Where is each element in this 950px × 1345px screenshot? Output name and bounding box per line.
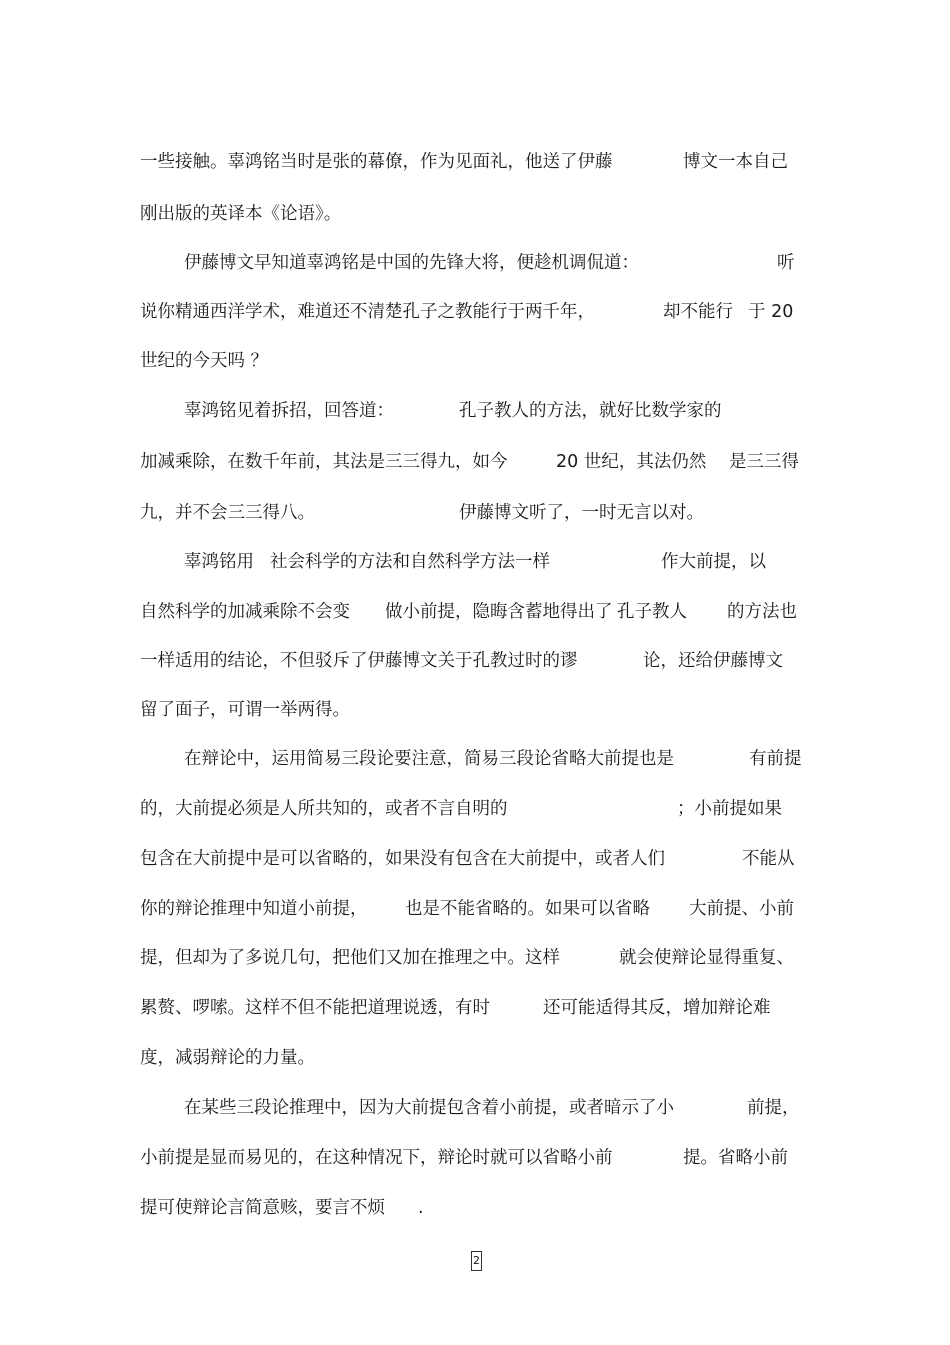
text-segment: 做小前提，隐晦含蓄地得出了: [385, 602, 613, 622]
text-line: [0, 298, 794, 326]
text-segment: 辜鸿铭见着拆招，回答道：: [184, 401, 394, 421]
text-line: [0, 795, 782, 823]
text-segment: 是三三得: [729, 452, 799, 472]
text-segment: 九，并不会三三得八。: [140, 503, 315, 523]
text-line: [0, 448, 799, 476]
text-segment: 刚出版的英译本《论语》。: [140, 204, 342, 224]
text-segment: 辜鸿铭用: [184, 552, 254, 572]
text-segment: 却不能行: [663, 302, 733, 322]
text-line: [0, 1194, 424, 1222]
text-segment: 于 20: [748, 302, 794, 322]
text-segment: 小前提是显而易见的，在这种情况下，辩论时就可以省略小前: [140, 1148, 613, 1168]
text-line: [0, 944, 794, 972]
text-segment: 你的辩论推理中知道小前提，: [140, 899, 368, 919]
text-segment: 作大前提，以: [661, 552, 766, 572]
text-segment: 提可使辩论言简意赅，要言不烦: [140, 1198, 385, 1218]
page-number: 2: [471, 1251, 482, 1271]
text-segment: 还可能适得其反，增加辩论难: [543, 998, 771, 1018]
text-segment: 世纪的今天吗 ？: [140, 351, 269, 371]
text-segment: 伊藤博文听了，一时无言以对。: [459, 503, 704, 523]
text-segment: ；小前提如果: [677, 799, 782, 819]
text-line: [0, 895, 794, 923]
text-line: [0, 745, 802, 773]
text-line: [0, 200, 342, 228]
text-segment: 一些接触。辜鸿铭当时是张的幕僚，作为见面礼，他送了伊藤: [140, 152, 613, 172]
text-segment: 前提，: [747, 1098, 800, 1118]
text-segment: 说你精通西洋学术，难道还不清楚孔子之教能行于两千年，: [140, 302, 595, 322]
text-line: [0, 499, 704, 527]
text-segment: 孔子教人: [617, 602, 687, 622]
text-segment: 度，减弱辩论的力量。: [140, 1048, 315, 1068]
text-line: [0, 1094, 800, 1122]
text-segment: 就会使辩论显得重复、: [619, 948, 794, 968]
text-line: [0, 397, 722, 425]
text-segment: 累赘、啰嗦。这样不但不能把道理说透，有时: [140, 998, 490, 1018]
text-segment: 也是不能省略的。如果可以省略: [405, 899, 650, 919]
text-segment: 的，大前提必须是人所共知的，或者不言自明的: [140, 799, 508, 819]
text-segment: .: [418, 1198, 424, 1218]
text-segment: 在某些三段论推理中，因为大前提包含着小前提，或者暗示了小: [184, 1098, 674, 1118]
text-segment: 伊藤博文早知道辜鸿铭是中国的先锋大将，便趁机调侃道：: [184, 253, 639, 273]
text-segment: 有前提: [749, 749, 802, 769]
text-segment: 留了面子，可谓一举两得。: [140, 700, 350, 720]
text-segment: 提。省略小前: [683, 1148, 788, 1168]
text-segment: 在辩论中，运用简易三段论要注意，简易三段论省略大前提也是: [184, 749, 674, 769]
text-segment: 的方法也: [727, 602, 797, 622]
text-line: [0, 1144, 788, 1172]
text-segment: 包含在大前提中是可以省略的，如果没有包含在大前提中，或者人们: [140, 849, 665, 869]
text-segment: 博文一本自己: [683, 152, 788, 172]
text-line: [0, 598, 797, 626]
text-segment: 大前提、小前: [689, 899, 794, 919]
text-line: [0, 1044, 315, 1072]
text-segment: 论，还给伊藤博文: [643, 651, 783, 671]
text-line: [0, 548, 766, 576]
text-line: [0, 249, 795, 277]
text-line: [0, 994, 771, 1022]
text-line: [0, 696, 350, 724]
text-segment: 听: [777, 253, 795, 273]
text-line: [0, 347, 269, 375]
text-segment: 不能从: [742, 849, 795, 869]
text-segment: 加减乘除，在数千年前，其法是三三得九，如今: [140, 452, 508, 472]
text-segment: 20 世纪，其法仍然: [556, 452, 707, 472]
text-segment: 一样适用的结论，不但驳斥了伊藤博文关于孔教过时的谬: [140, 651, 578, 671]
text-line: [0, 148, 788, 176]
text-line: [0, 845, 795, 873]
text-segment: 社会科学的方法和自然科学方法一样: [270, 552, 550, 572]
text-segment: 自然科学的加减乘除不会变: [140, 602, 350, 622]
text-segment: 孔子教人的方法，就好比数学家的: [459, 401, 722, 421]
text-segment: 提，但却为了多说几句，把他们又加在推理之中。这样: [140, 948, 560, 968]
text-line: [0, 647, 783, 675]
